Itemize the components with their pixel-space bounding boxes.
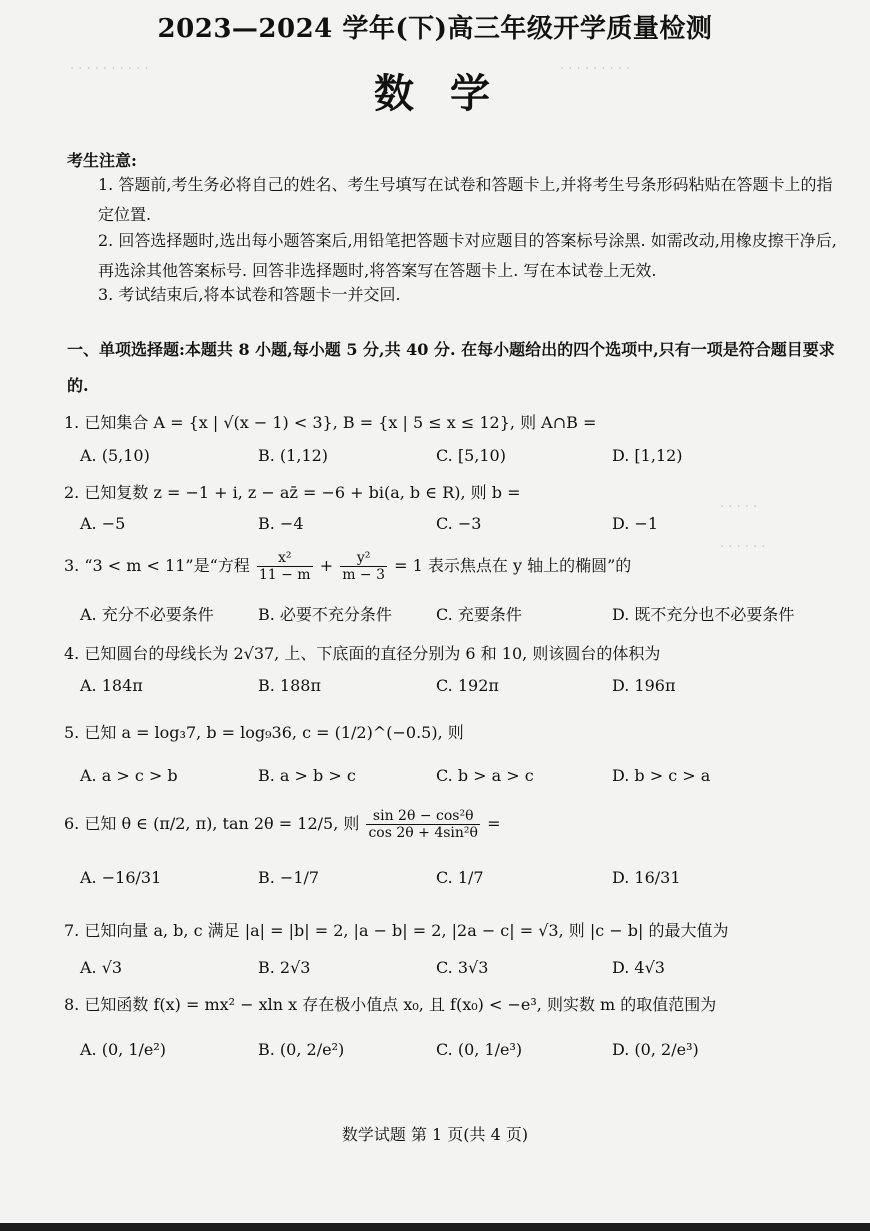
fraction-x2 — [257, 550, 313, 583]
option-d: D. 196π — [612, 676, 676, 695]
option-a: A. √3 — [80, 958, 123, 977]
fraction-numerator: x² — [257, 550, 313, 567]
option-a: A. a > c > b — [80, 766, 178, 785]
option-c: C. [5,10) — [436, 446, 506, 465]
option-b: B. a > b > c — [258, 766, 356, 785]
option-d: D. −1 — [612, 514, 659, 533]
bleed-through-mark: · · · · · · — [720, 540, 766, 555]
page-footer: 数学试题 第 1 页(共 4 页) — [341, 1125, 529, 1144]
bleed-through-mark: · · · · · · · · · — [560, 62, 631, 77]
fraction-numerator: sin 2θ − cos²θ — [366, 808, 480, 825]
fraction-numerator: y² — [340, 550, 387, 567]
option-c: C. 3√3 — [436, 958, 489, 977]
question-2-options — [80, 514, 840, 538]
question-7-options — [80, 958, 840, 982]
option-a: A. (0, 1/e²) — [80, 1040, 167, 1059]
scan-edge — [0, 1223, 870, 1231]
subject-title: 数学 — [374, 70, 526, 117]
fraction-denominator: 11 − m — [258, 567, 311, 583]
bleed-through-mark: · · · · · — [720, 500, 758, 515]
option-c: C. (0, 1/e³) — [436, 1040, 523, 1059]
question-6-stem-pre: 6. 已知 θ ∈ (π/2, π), tan 2θ = 12/5, 则 — [64, 814, 360, 833]
option-d: D. 16/31 — [612, 868, 681, 887]
notice-title: 考生注意: — [67, 151, 137, 170]
option-d: D. [1,12) — [612, 446, 683, 465]
option-b: B. −1/7 — [258, 868, 320, 887]
option-b: B. −4 — [258, 514, 304, 533]
option-d: D. 4√3 — [612, 958, 665, 977]
bleed-through-mark: · · · · · · · · · · — [70, 62, 149, 77]
fraction-expression — [366, 808, 480, 841]
question-3-options — [80, 602, 840, 626]
question-4-options — [80, 676, 840, 700]
option-b: B. (1,12) — [258, 446, 329, 465]
option-d: D. b > c > a — [612, 766, 711, 785]
question-2-stem: 2. 已知复数 z = −1 + i, z − az̄ = −6 + bi(a, b ∈ R), 则 b = — [64, 483, 521, 502]
option-b: B. 188π — [258, 676, 321, 695]
fraction-denominator: m − 3 — [342, 567, 386, 583]
fraction-denominator: cos 2θ + 4sin²θ — [368, 825, 478, 841]
option-d: D. 既不充分也不必要条件 — [612, 605, 795, 624]
option-c: C. −3 — [436, 514, 482, 533]
option-c: C. b > a > c — [436, 766, 534, 785]
option-b: B. (0, 2/e²) — [258, 1040, 345, 1059]
question-3-stem-post: = 1 表示焦点在 y 轴上的椭圆”的 — [394, 556, 632, 575]
notice-item-2: 2. 回答选择题时,选出每小题答案后,用铅笔把答题卡对应题目的答案标号涂黑. 如需改动,用橡皮擦干净后,再选涂其他答案标号. 回答非选择题时,将答案写在答题卡上. 写在本试卷上无效. — [98, 231, 837, 280]
question-3-stem — [64, 550, 631, 583]
option-a: A. −5 — [80, 514, 126, 533]
option-a: A. 184π — [80, 676, 143, 695]
exam-title: 2023—2024 学年(下)高三年级开学质量检测 — [157, 14, 713, 44]
question-8-options — [80, 1040, 840, 1064]
question-6-stem — [64, 808, 500, 841]
fraction-y2 — [340, 550, 387, 583]
option-b: B. 必要不充分条件 — [258, 605, 392, 624]
section-heading: 一、单项选择题:本题共 8 小题,每小题 5 分,共 40 分. 在每小题给出的四个选项中,只有一项是符合题目要求的. — [67, 340, 835, 395]
option-c: C. 1/7 — [436, 868, 484, 887]
option-b: B. 2√3 — [258, 958, 311, 977]
question-1-options — [80, 446, 840, 470]
plus-sign: + — [319, 556, 334, 575]
option-a: A. 充分不必要条件 — [80, 605, 214, 624]
option-a: A. −16/31 — [80, 868, 162, 887]
notice-item-1: 1. 答题前,考生务必将自己的姓名、考生号填写在试卷和答题卡上,并将考生号条形码粘贴在答题卡上的指定位置. — [98, 175, 833, 224]
question-5-stem: 5. 已知 a = log₃7, b = log₉36, c = (1/2)^(−0.5), 则 — [64, 723, 464, 742]
question-6-options — [80, 868, 840, 892]
question-3-stem-pre: 3. “3 < m < 11”是“方程 — [64, 556, 250, 575]
question-4-stem: 4. 已知圆台的母线长为 2√37, 上、下底面的直径分别为 6 和 10, 则该圆台的体积为 — [64, 644, 661, 663]
option-a: A. (5,10) — [80, 446, 150, 465]
question-6-stem-post: = — [487, 814, 501, 833]
option-c: C. 充要条件 — [436, 605, 522, 624]
option-c: C. 192π — [436, 676, 499, 695]
notice-item-3: 3. 考试结束后,将本试卷和答题卡一并交回. — [98, 285, 401, 304]
question-5-options — [80, 766, 840, 790]
question-1-stem: 1. 已知集合 A = {x | √(x − 1) < 3}, B = {x | 5 ≤ x ≤ 12}, 则 A∩B = — [64, 413, 597, 432]
question-7-stem: 7. 已知向量 a, b, c 满足 |a| = |b| = 2, |a − b| = 2, |2a − c| = √3, 则 |c − b| 的最大值为 — [64, 921, 729, 940]
question-8-stem: 8. 已知函数 f(x) = mx² − xln x 存在极小值点 x₀, 且 f(x₀) < −e³, 则实数 m 的取值范围为 — [64, 995, 717, 1014]
option-d: D. (0, 2/e³) — [612, 1040, 699, 1059]
